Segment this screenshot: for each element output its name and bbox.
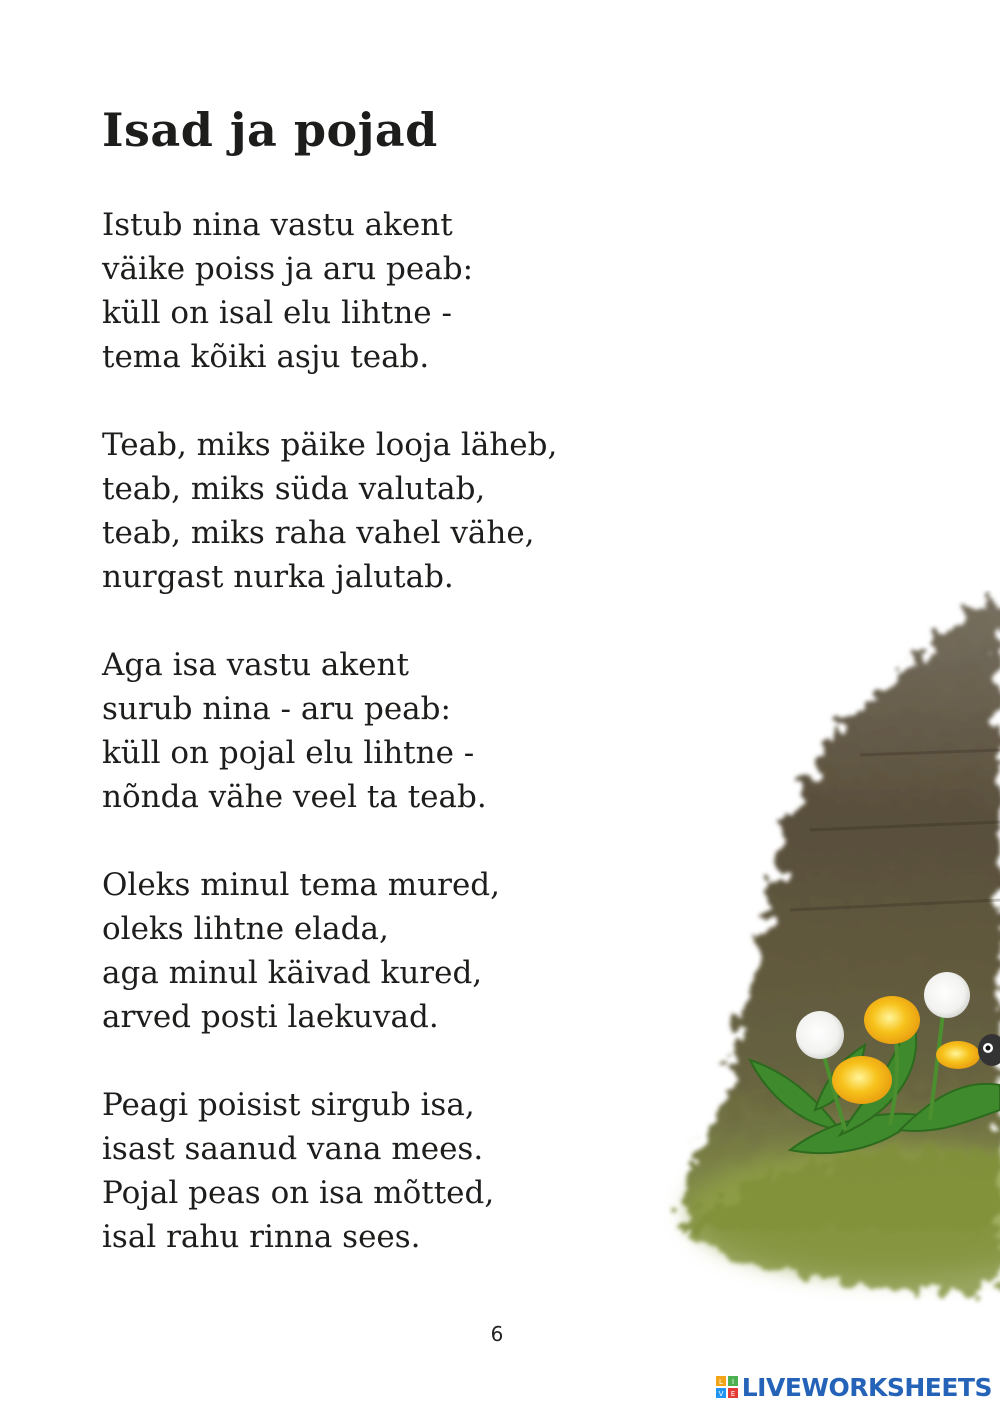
dandelion-illustration — [640, 590, 1000, 1310]
poem-line: Oleks minul tema mured, — [102, 867, 500, 903]
logo-letter: E — [730, 1390, 735, 1398]
poem-line: teab, miks süda valutab, — [102, 471, 486, 507]
poem-line: väike poiss ja aru peab: — [102, 251, 474, 287]
poem-line: küll on isal elu lihtne - — [102, 295, 452, 331]
stanza — [102, 863, 702, 1039]
liveworksheets-watermark — [716, 1367, 992, 1407]
stanza — [102, 643, 702, 819]
stanza — [102, 203, 702, 379]
dandelion-flower — [832, 1056, 892, 1104]
poem-line: Pojal peas on isa mõtted, — [102, 1175, 495, 1211]
poem-line: aga minul käivad kured, — [102, 955, 483, 991]
logo-letter: V — [718, 1390, 724, 1398]
liveworksheets-logo-icon — [716, 1376, 738, 1398]
dandelion-seedhead — [924, 972, 970, 1018]
stanza — [102, 1083, 702, 1259]
poem-line: nurgast nurka jalutab. — [102, 559, 454, 595]
poem-line: Peagi poisist sirgub isa, — [102, 1087, 475, 1123]
poem — [102, 203, 702, 1303]
poem-line: Teab, miks päike looja läheb, — [102, 427, 558, 463]
poem-line: isal rahu rinna sees. — [102, 1219, 421, 1255]
logo-letter: I — [731, 1378, 734, 1386]
poem-line: küll on pojal elu lihtne - — [102, 735, 475, 771]
poem-title: Isad ja pojad — [102, 103, 438, 157]
stanza — [102, 423, 702, 599]
watermark-text: LIVEWORKSHEETS — [741, 1372, 992, 1402]
poem-line: nõnda vähe veel ta teab. — [102, 779, 487, 815]
poem-line: isast saanud vana mees. — [102, 1131, 484, 1167]
page-number: 6 — [490, 1322, 504, 1346]
poem-line: Istub nina vastu akent — [102, 207, 453, 243]
logo-letter: L — [718, 1378, 723, 1386]
poem-line: oleks lihtne elada, — [102, 911, 389, 947]
poem-line: arved posti laekuvad. — [102, 999, 439, 1035]
poem-line: surub nina - aru peab: — [102, 691, 451, 727]
dandelion-flower — [936, 1041, 980, 1069]
poem-line: Aga isa vastu akent — [102, 647, 409, 683]
dandelion-seedhead — [796, 1011, 844, 1059]
poem-line: tema kõiki asju teab. — [102, 339, 430, 375]
dandelion-flower — [864, 996, 920, 1044]
poem-line: teab, miks raha vahel vähe, — [102, 515, 535, 551]
